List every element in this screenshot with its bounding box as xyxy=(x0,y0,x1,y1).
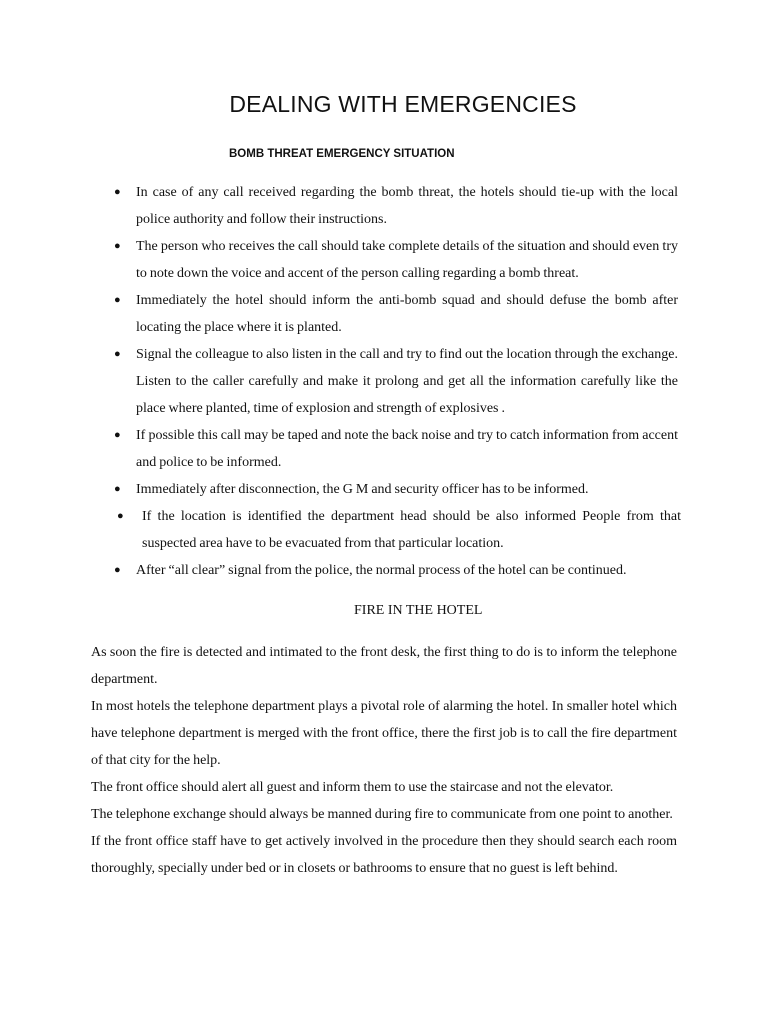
list-item: ● Immediately the hotel should inform the anti-bomb squad and should defuse the bomb after locating the place where it is planted. xyxy=(114,287,678,341)
list-item: ● After “all clear” signal from the police, the normal process of the hotel can be continued. xyxy=(114,557,678,584)
bullet-icon: ● xyxy=(114,429,121,441)
paragraph: As soon the fire is detected and intimated to the front desk, the first thing to do is to inform the telephone department. xyxy=(91,645,677,687)
paragraph: The front office should alert all guest and inform them to use the staircase and not the elevator. xyxy=(91,780,614,795)
list-item: ● Signal the colleague to also listen in the call and try to find out the location through the exchange. Listen to the caller carefully and make it prolong and get all the information carefully like the place where planted, time of explosion and strength of explosives . xyxy=(114,341,678,422)
section-heading-bomb-threat: BOMB THREAT EMERGENCY SITUATION xyxy=(229,148,455,160)
bullet-icon: ● xyxy=(114,186,121,198)
bullet-icon: ● xyxy=(114,564,121,576)
bullet-icon: ● xyxy=(114,240,121,252)
bullet-icon: ● xyxy=(114,294,121,306)
list-item: ● Immediately after disconnection, the G M and security officer has to be informed. xyxy=(114,476,678,503)
bullet-icon: ● xyxy=(114,348,121,360)
fire-section-body xyxy=(91,639,677,882)
bomb-threat-bullet-list xyxy=(114,179,681,584)
list-item: ● In case of any call received regarding the bomb threat, the hotels should tie-up with the local police authority and follow their instructions. xyxy=(114,179,678,233)
list-item: ● If possible this call may be taped and note the back noise and try to catch information from accent and police to be informed. xyxy=(114,422,678,476)
document-title: DEALING WITH EMERGENCIES xyxy=(229,91,577,117)
paragraph: In most hotels the telephone department plays a pivotal role of alarming the hotel. In smaller hotel which have telephone department is merged with the front office, there the first job is to call the fire department of that city for the help. xyxy=(91,699,677,768)
list-item: ● If the location is identified the department head should be also informed People from that suspected area have to be evacuated from that particular location. xyxy=(117,503,681,557)
paragraph: If the front office staff have to get actively involved in the procedure then they should search each room thoroughly, specially under bed or in closets or bathrooms to ensure that no guest is left behind. xyxy=(91,834,677,876)
paragraph: The telephone exchange should always be manned during fire to communicate from one point to another. xyxy=(91,807,673,822)
section-heading-fire: FIRE IN THE HOTEL xyxy=(354,603,483,618)
list-item: ● The person who receives the call should take complete details of the situation and should even try to note down the voice and accent of the person calling regarding a bomb threat. xyxy=(114,233,678,287)
bullet-icon: ● xyxy=(114,483,121,495)
bullet-icon: ● xyxy=(117,510,124,522)
